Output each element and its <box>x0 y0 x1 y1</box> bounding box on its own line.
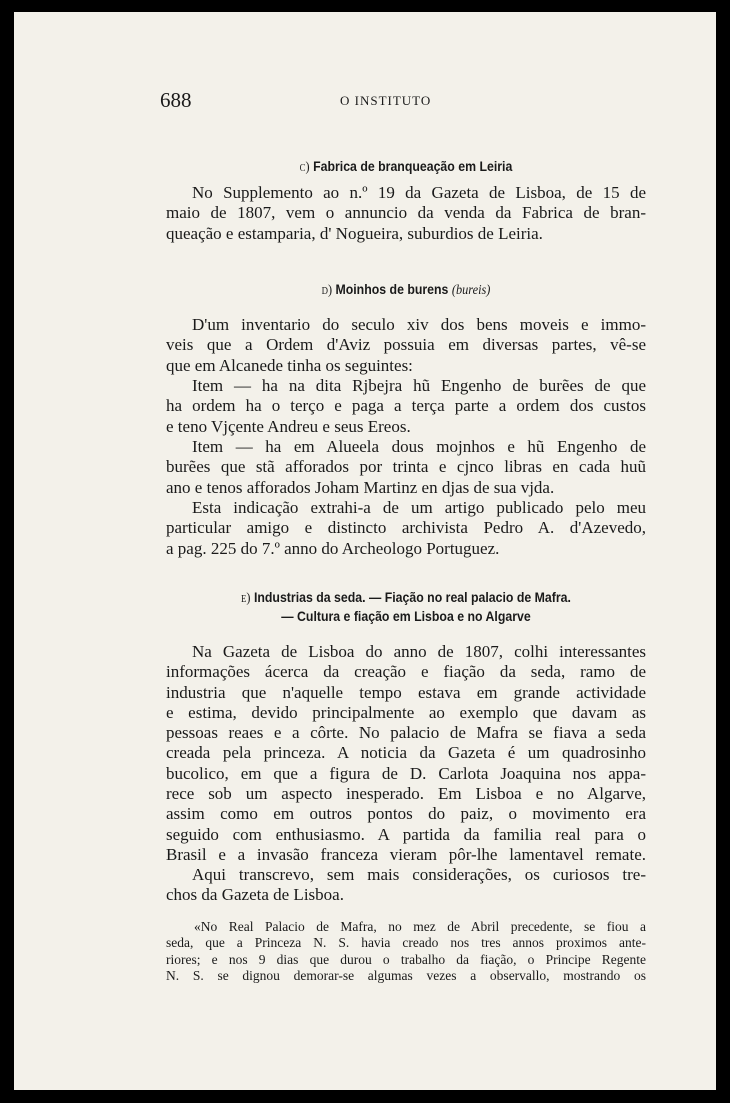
section-heading-e <box>195 589 617 607</box>
section-letter: d) <box>321 283 333 298</box>
text-line: maio de 1807, vem o annuncio da venda da Fabrica de bran- <box>166 203 646 223</box>
text-line: assim como em outros pontos do paiz, o movimento era <box>166 804 646 824</box>
text-line: bucolico, em que a figura de D. Carlota Joaquina nos appa- <box>166 763 646 783</box>
section-heading-d <box>195 281 617 299</box>
paragraph-d-3 <box>166 437 646 498</box>
section-heading-e-line-2 <box>195 608 617 624</box>
paragraph-d-2 <box>166 376 646 437</box>
text-line: Item — ha em Alueela dous mojnhos e hũ Engenho de <box>192 437 646 456</box>
paragraph-d-4 <box>166 498 646 559</box>
text-line: e teno Vjçente Andreu e seus Ereos. <box>166 416 411 436</box>
text-line: particular amigo e distincto archivista Pedro A. d'Azevedo, <box>166 518 646 538</box>
text-line: Aqui transcrevo, sem mais considerações, os curiosos tre- <box>192 865 646 884</box>
section-title-line-1: Industrias da seda. — Fiação no real palacio de Mafra. <box>253 589 571 605</box>
text-line: No Supplemento ao n.º 19 da Gazeta de Lisboa, de 15 de <box>192 183 646 202</box>
section-heading-c <box>195 158 617 176</box>
text-line: creada pela princeza. A noticia da Gazeta é um quadrosinho <box>166 743 646 763</box>
paragraph-e-2 <box>166 865 646 906</box>
running-title: O INSTITUTO <box>340 93 432 108</box>
text-line: informações ácerca da creação e fiação da seda, ramo de <box>166 662 646 682</box>
text-line: ha ordem ha o terço e paga a terça parte a ordem dos custos <box>166 396 646 416</box>
text-line: burẽes que stã afforados por trinta e cjnco libras en cada huũ <box>166 457 646 477</box>
text-line: D'um inventario do seculo xiv dos bens moveis e immo- <box>192 315 646 334</box>
text-line: pessoas reaes e a côrte. No palacio de Mafra se fiava a seda <box>166 723 646 743</box>
text-line: e estima, devido principalmente ao exemplo que davam as <box>166 702 646 722</box>
text-line: queação e estamparia, d' Nogueira, suburdios de Leiria. <box>166 223 543 243</box>
section-title-line-2: — Cultura e fiação em Lisboa e no Algarve <box>281 608 531 624</box>
text-line: a pag. 225 do 7.º anno do Archeologo Portuguez. <box>166 538 500 558</box>
text-line: seguido com enthusiasmo. A partida da familia real para o <box>166 824 646 844</box>
quote-line: riores; e nos 9 dias que durou o trabalho da fiação, o Principe Regente <box>166 951 646 967</box>
text-line: chos da Gazeta de Lisboa. <box>166 885 344 905</box>
running-head <box>160 88 646 112</box>
section-letter: c) <box>299 160 310 175</box>
text-line: Na Gazeta de Lisboa do anno de 1807, colhi interessantes <box>192 642 646 661</box>
text-line: Esta indicação extrahi-a de um artigo publicado pelo meu <box>192 498 646 517</box>
page-number: 688 <box>160 88 192 112</box>
text-line: ano e tenos afforados Joham Martinz en djas de sua vjda. <box>166 477 555 497</box>
quotation <box>166 919 646 985</box>
section-title: Moinhos de burens <box>335 281 449 297</box>
quote-line: seda, que a Princeza N. S. havia creado nos tres annos proximos ante- <box>166 935 646 951</box>
paragraph-c <box>166 183 646 244</box>
quote-line: «No Real Palacio de Mafra, no mez de Abril precedente, se fiou a <box>194 919 646 934</box>
paragraph-e-1 <box>166 642 646 865</box>
text-line: industria que n'aquelle tempo estava em grande actividade <box>166 682 646 702</box>
text-line: que em Alcanede tinha os seguintes: <box>166 355 413 375</box>
text-line: rece sob um aspecto inesperado. Em Lisboa e no Algarve, <box>166 784 646 804</box>
text-line: Item — ha na dita Rjbejra hũ Engenho de burẽes de que <box>192 376 646 395</box>
section-letter: e) <box>241 591 251 606</box>
section-title-italic: (bureis) <box>451 283 491 298</box>
text-line: Brasil e a invasão franceza vieram pôr-lhe lamentavel remate. <box>166 844 646 864</box>
section-title: Fabrica de branqueação em Leiria <box>313 158 513 174</box>
text-line: veis que a Ordem d'Aviz possuia em diversas partes, vê-se <box>166 335 646 355</box>
book-page <box>14 12 716 1090</box>
quote-line: N. S. se dignou demorar-se algumas vezes a observallo, mostrando os <box>166 968 646 984</box>
paragraph-d-1 <box>166 315 646 376</box>
